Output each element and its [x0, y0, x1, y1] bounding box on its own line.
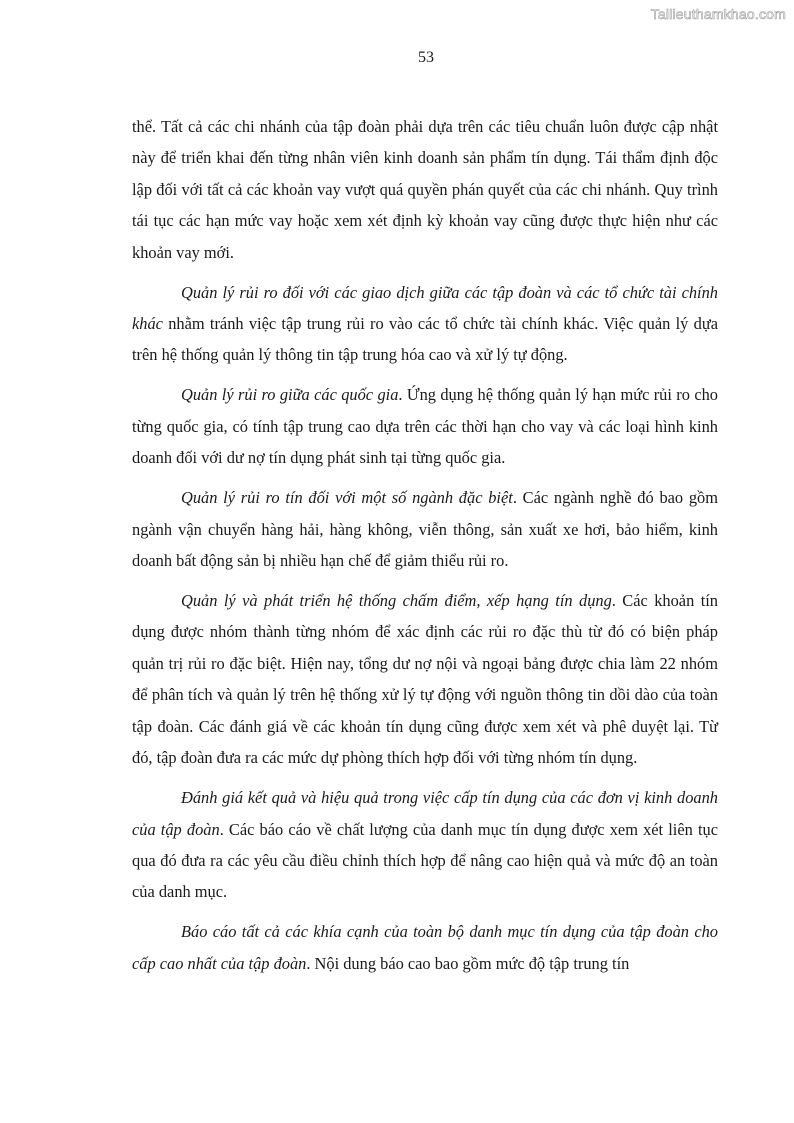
- paragraph-3-heading: Quản lý rủi ro giữa các quốc gia: [181, 385, 399, 405]
- paragraph-1-text: thể. Tất cả các chi nhánh của tập đoàn phải dựa trên các tiêu chuẩn luôn được cập nhật này để triển khai đến từng nhân viên kinh doanh sản phẩm tín dụng. Tái thẩm định độc lập đối với tất cả các khoản vay vượt quá quyền phán quyết của các chi nhánh. Quy trình tái tục các hạn mức vay hoặc xem xét định kỳ khoản vay cũng được thực hiện như các khoản vay mới.: [132, 117, 718, 262]
- paragraph-4: [132, 482, 718, 576]
- paragraph-2: [132, 277, 718, 371]
- page-number: 53: [418, 49, 434, 66]
- paragraph-3-text: . Ứng dụng hệ thống quản lý hạn mức rủi ro cho từng quốc gia, có tính tập trung cao dựa trên các thời hạn cho vay và các loại hình kinh doanh đối với dư nợ tín dụng phát sinh tại từng quốc gia.: [132, 385, 718, 468]
- paragraph-3: [132, 379, 718, 473]
- paragraph-6-text: . Các báo cáo về chất lượng của danh mục tín dụng được xem xét liên tục qua đó đưa ra các yêu cầu điều chỉnh thích hợp để nâng cao hiện quả và mức độ an toàn của danh mục.: [132, 819, 718, 902]
- paragraph-5-heading: Quản lý và phát triển hệ thống chấm điểm, xếp hạng tín dụng: [181, 591, 612, 611]
- paragraph-4-heading: Quản lý rủi ro tín đối với một số ngành đặc biệt: [181, 488, 513, 508]
- paragraph-5-text: . Các khoản tín dụng được nhóm thành từng nhóm để xác định các rủi ro đặc thù từ đó có biện pháp quản trị rủi ro đặc biệt. Hiện nay, tổng dư nợ nội và ngoại bảng được chia làm 22 nhóm để phân tích và quản lý trên hệ thống xử lý tự động với nguồn thông tin dồi dào của toàn tập đoàn. Các đánh giá về các khoản tín dụng cũng được xem xét và phê duyệt lại. Từ đó, tập đoàn đưa ra các mức dự phòng thích hợp đối với từng nhóm tín dụng.: [132, 591, 718, 768]
- paragraph-6: [132, 782, 718, 908]
- paragraph-5: [132, 585, 718, 773]
- paragraph-1: [132, 111, 718, 268]
- document-body: [132, 111, 718, 979]
- watermark: Tailieuthamkhao.com: [650, 6, 786, 22]
- paragraph-7: [132, 916, 718, 979]
- paragraph-6-heading: Đánh giá kết quả và hiệu quả trong việc cấp tín dụng của các đơn vị kinh doanh của tập đoàn: [132, 788, 718, 839]
- paragraph-7-heading: Báo cáo tất cả các khía cạnh của toàn bộ danh mục tín dụng của tập đoàn cho cấp cao nhất của tập đoàn: [132, 922, 718, 973]
- paragraph-7-text: . Nội dung báo cao bao gồm mức độ tập trung tín: [306, 953, 630, 973]
- paragraph-2-text: nhằm tránh việc tập trung rủi ro vào các tổ chức tài chính khác. Việc quản lý dựa trên hệ thống quản lý thông tin tập trung hóa cao và xử lý tự động.: [132, 314, 718, 365]
- paragraph-4-text: . Các ngành nghề đó bao gồm ngành vận chuyển hàng hải, hàng không, viễn thông, sản xuất xe hơi, bảo hiểm, kinh doanh bất động sản bị nhiều hạn chế để giảm thiểu rủi ro.: [132, 488, 719, 571]
- paragraph-2-heading: Quản lý rủi ro đối với các giao dịch giữa các tập đoàn và các tổ chức tài chính khác: [132, 282, 718, 334]
